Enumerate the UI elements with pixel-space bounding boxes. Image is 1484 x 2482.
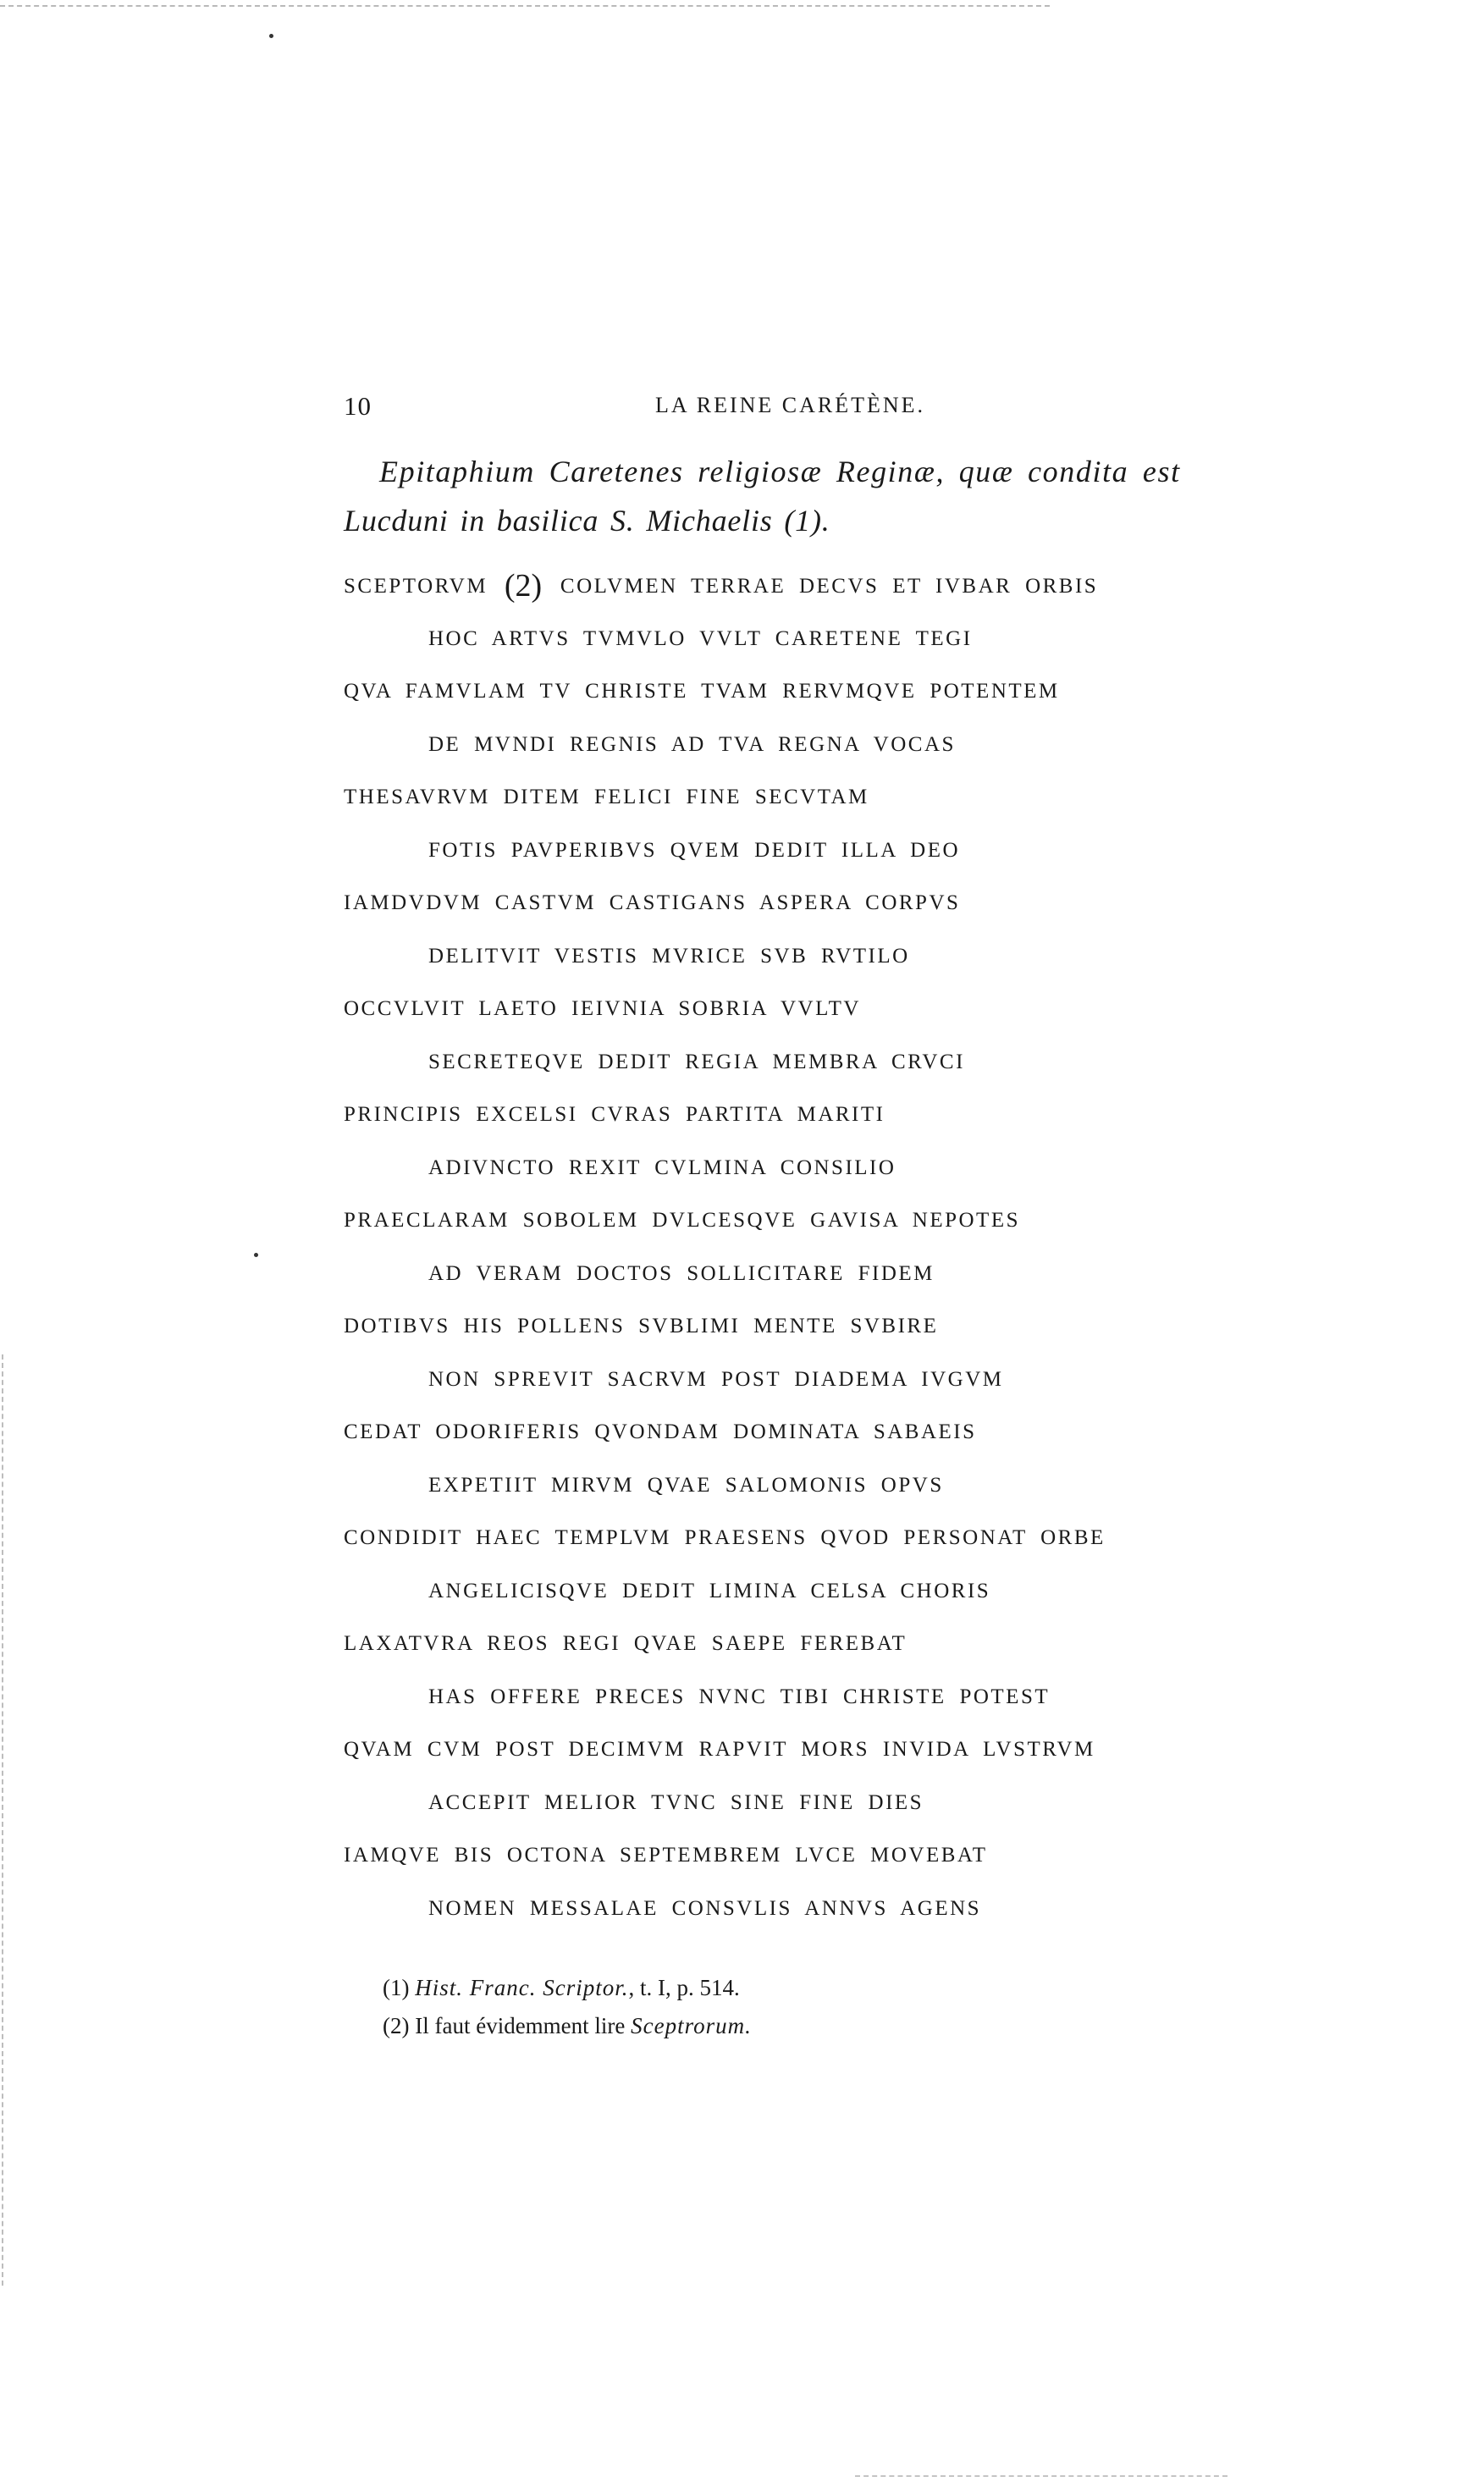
verse-line: FOTIS PAVPERIBVS QVEM DEDIT ILLA DEO xyxy=(428,839,961,862)
verse-line: NON SPREVIT SACRVM POST DIADEMA IVGVM xyxy=(428,1368,1004,1391)
footnote-2 xyxy=(383,2007,1145,2045)
verse-line: CEDAT ODORIFERIS QVONDAM DOMINATA SABAEIS xyxy=(344,1420,977,1443)
verse-line: DOTIBVS HIS POLLENS SVBLIMI MENTE SVBIRE xyxy=(344,1315,939,1338)
footnote-marker: (1) xyxy=(383,1975,410,2000)
verse-line: ADIVNCTO REXIT CVLMINA CONSILIO xyxy=(428,1156,896,1179)
verse-line: OCCVLVIT LAETO IEIVNIA SOBRIA VVLTV xyxy=(344,997,861,1020)
footnote-marker: (2) xyxy=(383,2013,410,2038)
verse-line: LAXATVRA REOS REGI QVAE SAEPE FEREBAT xyxy=(344,1632,908,1655)
ink-speck xyxy=(269,34,273,38)
verse-line: DE MVNDI REGNIS AD TVA REGNA VOCAS xyxy=(428,733,956,756)
scan-gutter-edge xyxy=(2,1354,3,2286)
verse-text: COLVMEN TERRAE DECVS ET IVBAR ORBIS xyxy=(560,575,1099,598)
page-header xyxy=(344,391,1266,433)
footnote-text: , t. I, p. 514. xyxy=(628,1975,740,2000)
verse-line: PRINCIPIS EXCELSI CVRAS PARTITA MARITI xyxy=(344,1103,885,1126)
verse-line: ANGELICISQVE DEDIT LIMINA CELSA CHORIS xyxy=(428,1580,991,1602)
verse-line: EXPETIIT MIRVM QVAE SALOMONIS OPVS xyxy=(428,1474,944,1497)
footnote-1 xyxy=(383,1969,1145,2007)
verse-line: AD VERAM DOCTOS SOLLICITARE FIDEM xyxy=(428,1262,935,1285)
footnotes xyxy=(383,1969,1145,2045)
verse-line: IAMDVDVM CASTVM CASTIGANS ASPERA CORPVS xyxy=(344,891,961,914)
verse-line: QVA FAMVLAM TV CHRISTE TVAM RERVMQVE POTENTEM xyxy=(344,680,1060,703)
scan-bottom-edge xyxy=(855,2475,1227,2477)
running-title: LA REINE CARÉTÈNE. xyxy=(655,393,926,417)
footnote-source-title: Hist. Franc. Scriptor. xyxy=(415,1975,629,2000)
verse-line: NOMEN MESSALAE CONSVLIS ANNVS AGENS xyxy=(428,1897,982,1920)
verse-line: QVAM CVM POST DECIMVM RAPVIT MORS INVIDA LVSTRVM xyxy=(344,1738,1095,1761)
verse-line: ACCEPIT MELIOR TVNC SINE FINE DIES xyxy=(428,1791,924,1814)
verse-line: IAMQVE BIS OCTONA SEPTEMBREM LVCE MOVEBAT xyxy=(344,1844,988,1867)
epitaph-heading-line: Epitaphium Caretenes religiosæ Reginæ, quæ condita est xyxy=(379,455,1181,488)
epitaph-heading-line: Lucduni in basilica S. Michaelis (1). xyxy=(344,504,830,538)
verse-line: HOC ARTVS TVMVLO VVLT CARETENE TEGI xyxy=(428,627,973,650)
footnote-ref-2: (2) xyxy=(504,568,543,604)
footnote-text: Il faut évidemment lire xyxy=(415,2013,626,2038)
verse-line: SECRETEQVE DEDIT REGIA MEMBRA CRVCI xyxy=(428,1051,965,1073)
verse-line: PRAECLARAM SOBOLEM DVLCESQVE GAVISA NEPOTES xyxy=(344,1209,1021,1232)
ink-speck xyxy=(254,1253,258,1257)
scan-top-edge xyxy=(0,5,1050,7)
page-number: 10 xyxy=(344,391,372,421)
verse-line xyxy=(344,568,1099,604)
verse-line: HAS OFFERE PRECES NVNC TIBI CHRISTE POTEST xyxy=(428,1685,1051,1708)
epitaph-heading xyxy=(344,447,1266,545)
verse-line: DELITVIT VESTIS MVRICE SVB RVTILO xyxy=(428,945,910,968)
verse-line: THESAVRVM DITEM FELICI FINE SECVTAM xyxy=(344,786,869,808)
footnote-emphasis: Sceptrorum. xyxy=(631,2013,752,2038)
verse-text: SCEPTORVM xyxy=(344,575,488,598)
verse-line: CONDIDIT HAEC TEMPLVM PRAESENS QVOD PERSONAT ORBE xyxy=(344,1526,1106,1549)
